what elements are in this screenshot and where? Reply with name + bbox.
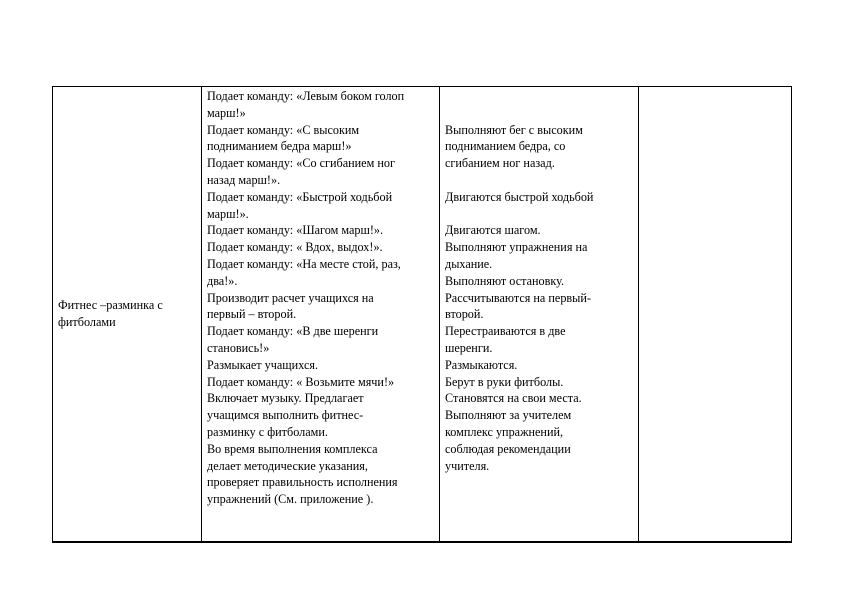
teacher-line: два!».: [207, 273, 238, 288]
teacher-line: Подает команду: « Вдох, выдох!».: [207, 240, 383, 255]
lesson-table: [52, 86, 792, 543]
teacher-line: марш!».: [207, 206, 249, 221]
section-name-cell: [53, 87, 202, 543]
teacher-line: Во время выполнения комплекса: [207, 441, 378, 456]
teacher-line: становись!»: [207, 340, 270, 355]
students-line: [445, 105, 633, 122]
students-line: [445, 88, 633, 105]
students-line: Рассчитываются на первый-: [445, 290, 591, 305]
notes-cell: [639, 87, 792, 543]
teacher-line: проверяет правильность исполнения: [207, 475, 398, 490]
students-line: Выполняют за учителем: [445, 408, 572, 423]
students-line: шеренги.: [445, 340, 493, 355]
teacher-line: Подает команду: «Со сгибанием ног: [207, 156, 395, 171]
students-line: Двигаются шагом.: [445, 223, 541, 238]
table-row: [53, 87, 792, 543]
students-line: второй.: [445, 307, 484, 322]
students-line: сгибанием ног назад.: [445, 156, 555, 171]
teacher-line: Подает команду: «Шагом марш!».: [207, 223, 384, 238]
students-line: Выполняют упражнения на: [445, 240, 588, 255]
students-line: Берут в руки фитболы.: [445, 374, 564, 389]
teacher-line: Производит расчет учащихся на: [207, 290, 374, 305]
teacher-activity-cell: [202, 87, 440, 543]
students-line: Выполняют остановку.: [445, 273, 565, 288]
students-line: [445, 206, 633, 223]
teacher-line: учащимся выполнить фитнес-: [207, 408, 364, 423]
teacher-line: Подает команду: « Возьмите мячи!»: [207, 374, 395, 389]
students-line: подниманием бедра, со: [445, 139, 566, 154]
teacher-line: Подает команду: «Быстрой ходьбой: [207, 189, 393, 204]
student-activity-cell: [440, 87, 639, 543]
teacher-line: разминку с фитболами.: [207, 424, 328, 439]
students-line: [445, 172, 633, 189]
teacher-line: делает методические указания,: [207, 458, 368, 473]
students-line: Размыкаются.: [445, 357, 518, 372]
teacher-line: Подает команду: «В две шеренги: [207, 324, 379, 339]
teacher-line: назад марш!».: [207, 172, 281, 187]
students-line: Перестраиваются в две: [445, 324, 566, 339]
teacher-line: Подает команду: «Левым боком голоп: [207, 89, 405, 103]
teacher-line: упражнений (См. приложение ).: [207, 492, 374, 507]
students-line: Становятся на свои места.: [445, 391, 582, 406]
students-line: комплекс упражнений,: [445, 424, 564, 439]
teacher-line: первый – второй.: [207, 307, 297, 322]
students-line: учителя.: [445, 458, 490, 473]
teacher-line: Включает музыку. Предлагает: [207, 391, 364, 406]
teacher-line: подниманием бедра марш!»: [207, 139, 352, 154]
teacher-line: Размыкает учащихся.: [207, 357, 319, 372]
students-line: соблюдая рекомендации: [445, 441, 571, 456]
students-line: дыхание.: [445, 256, 493, 271]
teacher-line: марш!»: [207, 105, 246, 120]
section-name-line: Фитнес –разминка с: [58, 298, 163, 313]
section-name-line: фитболами: [58, 315, 116, 329]
teacher-line: Подает команду: «С высоким: [207, 122, 360, 137]
students-line: Выполняют бег с высоким: [445, 122, 583, 137]
teacher-line: Подает команду: «На месте стой, раз,: [207, 256, 401, 271]
students-line: Двигаются быстрой ходьбой: [445, 189, 594, 204]
